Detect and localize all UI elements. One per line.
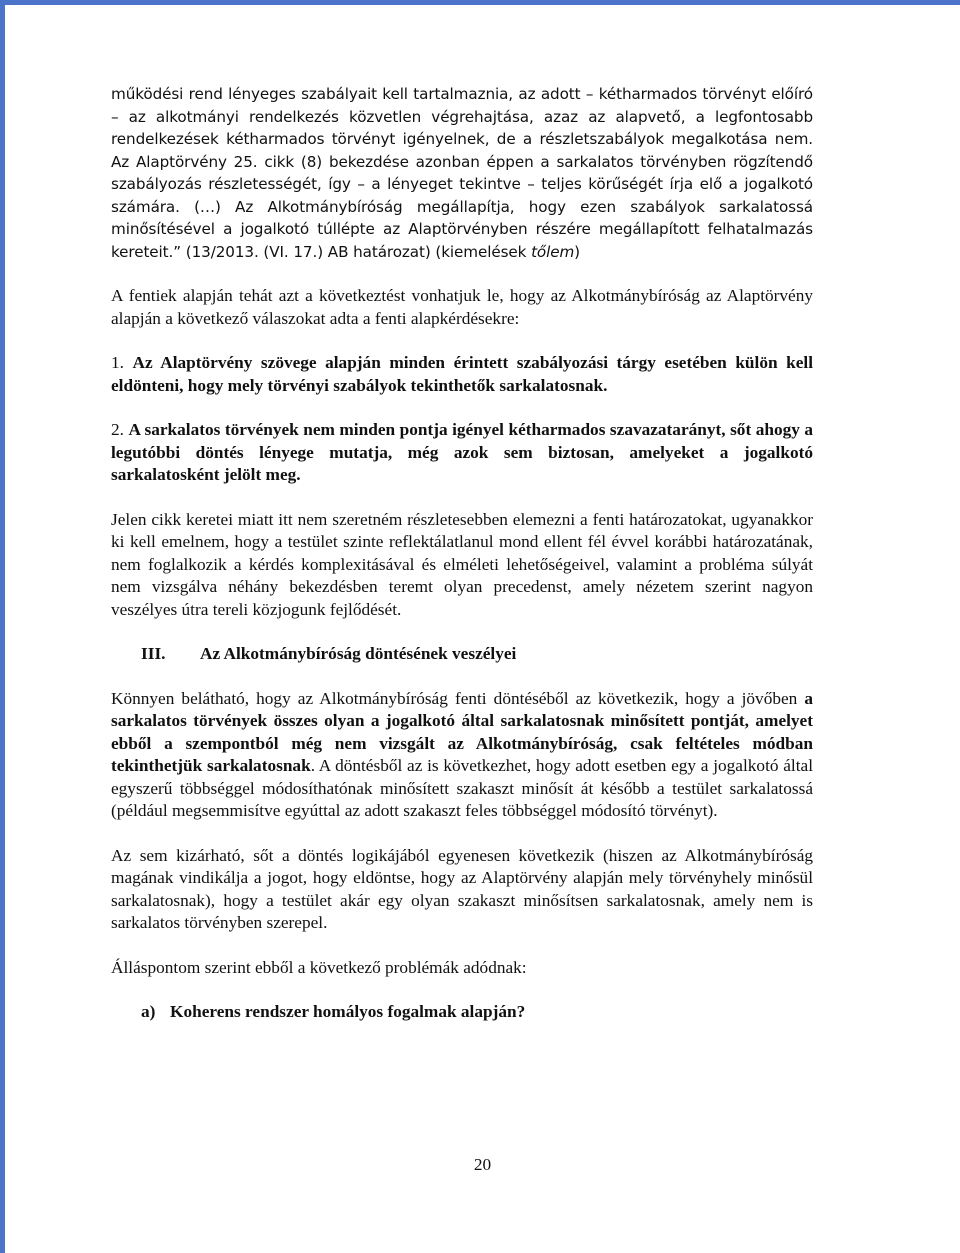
section-title: Az Alkotmánybíróság döntésének veszélyei	[200, 644, 517, 663]
subsection-title: Koherens rendszer homályos fogalmak alapján?	[170, 1002, 526, 1021]
page-number: 20	[473, 1155, 492, 1174]
conclusion-paragraph: A fentiek alapján tehát azt a következtést vonhatjuk le, hogy az Alkotmánybíróság az Alaptörvény alapján a következő válaszokat adta a fenti alapkérdésekre:	[111, 286, 813, 328]
answer-one-number: 1.	[111, 353, 133, 372]
answer-two-text: A sarkalatos törvények nem minden pontja igényel kétharmados szavazatarányt, sőt ahogy a legutóbbi döntés lényege mutatja, még azok sem biztosan, amelyeket a jogalkotó sarkalatosként jelölt meg.	[111, 420, 814, 484]
section-number: III.	[141, 644, 166, 663]
quoted-paragraph	[111, 83, 813, 263]
quote-text: működési rend lényeges szabályait kell tartalmaznia, az adott – kétharmados törvényt előíró – az alkotmányi rendelkezés közvetlen végrehajtása, azaz az alapvető, a legfontosabb rendelkezések kétharmados törvényt igényelnek, de a részletszabályok megalkotása nem. Az Alaptörvény 25. cikk (8) bekezdése azonban éppen a sarkalatos törvényben rögzítendő szabályozás részletességét, így – a lényeget tekintve – teljes körűségét írja elő a jogalkotó számára. (…) Az Alkotmánybíróság megállapítja, hogy ezen szabályok sarkalatossá minősítésével a jogalkotó túllépte az Alaptörvényben részére megállapított felhatalmazás kereteit.” (13/2013. (VI. 17.) AB határozat) (kiemelések	[111, 85, 813, 261]
jelen-paragraph: Jelen cikk keretei miatt itt nem szeretném részletesebben elemezni a fenti határozatokat, ugyanakkor ki kell emelnem, hogy a testület szinte reflektálatlanul mond ellent fél évvel korábbi határozatának, nem foglalkozik a kérdés komplexitásával és elméleti lehetőségeivel, valamint a probléma súlyát nem vizsgálva néhány bekezdésben teremt olyan precedenst, amely nézetem szerint nagyon veszélyes útra tereli közjogunk fejlődését.	[111, 509, 813, 619]
allaspont-paragraph: Álláspontom szerint ebből a következő problémák adódnak:	[111, 957, 527, 977]
subsection-heading	[111, 1001, 813, 1024]
answer-two	[111, 419, 813, 487]
konnyen-bold: a sarkalatos törvények összes olyan a jogalkotó által sarkalatosnak minősített pontját, amelyet ebből a szempontból még nem vizsgált az Alkotmánybíróság, csak feltételes módban tekinthetjük sarkalatosnak	[111, 688, 813, 775]
quote-author-note: tőlem	[531, 242, 575, 261]
answer-two-number: 2.	[111, 420, 129, 439]
answer-one-text: Az Alaptörvény szövege alapján minden érintett szabályozási tárgy esetében külön kell eldönteni, hogy mely törvényi szabályok tekinthetők sarkalatosnak.	[111, 353, 814, 395]
konnyen-before: Könnyen belátható, hogy az Alkotmánybíróság fenti döntéséből az következik, hogy a jövőben	[111, 688, 805, 708]
answer-one	[111, 352, 813, 397]
section-heading	[111, 643, 813, 666]
konnyen-after: . A döntésből az is következhet, hogy adott esetben egy a jogalkotó által egyszerű többséggel módosíthatónak minősített szakaszt minősít át később a testület sarkalatossá (például megsemmisítve egyúttal az adott szakaszt feles többséggel módosító törvényt).	[111, 756, 813, 820]
quote-closing: )	[574, 242, 580, 261]
subsection-label: a)	[141, 1002, 156, 1021]
konnyen-paragraph	[111, 688, 813, 823]
sem-paragraph: Az sem kizárható, sőt a döntés logikájából egyenesen következik (hiszen az Alkotmánybíróság magának vindikálja a jogot, hogy eldöntse, hogy az Alaptörvény alapján mely törvényhely minősül sarkalatosnak), hogy a testület akár egy olyan szakaszt minősítsen sarkalatosnak, amely nem is sarkalatos törvényben szerepel.	[111, 845, 813, 932]
